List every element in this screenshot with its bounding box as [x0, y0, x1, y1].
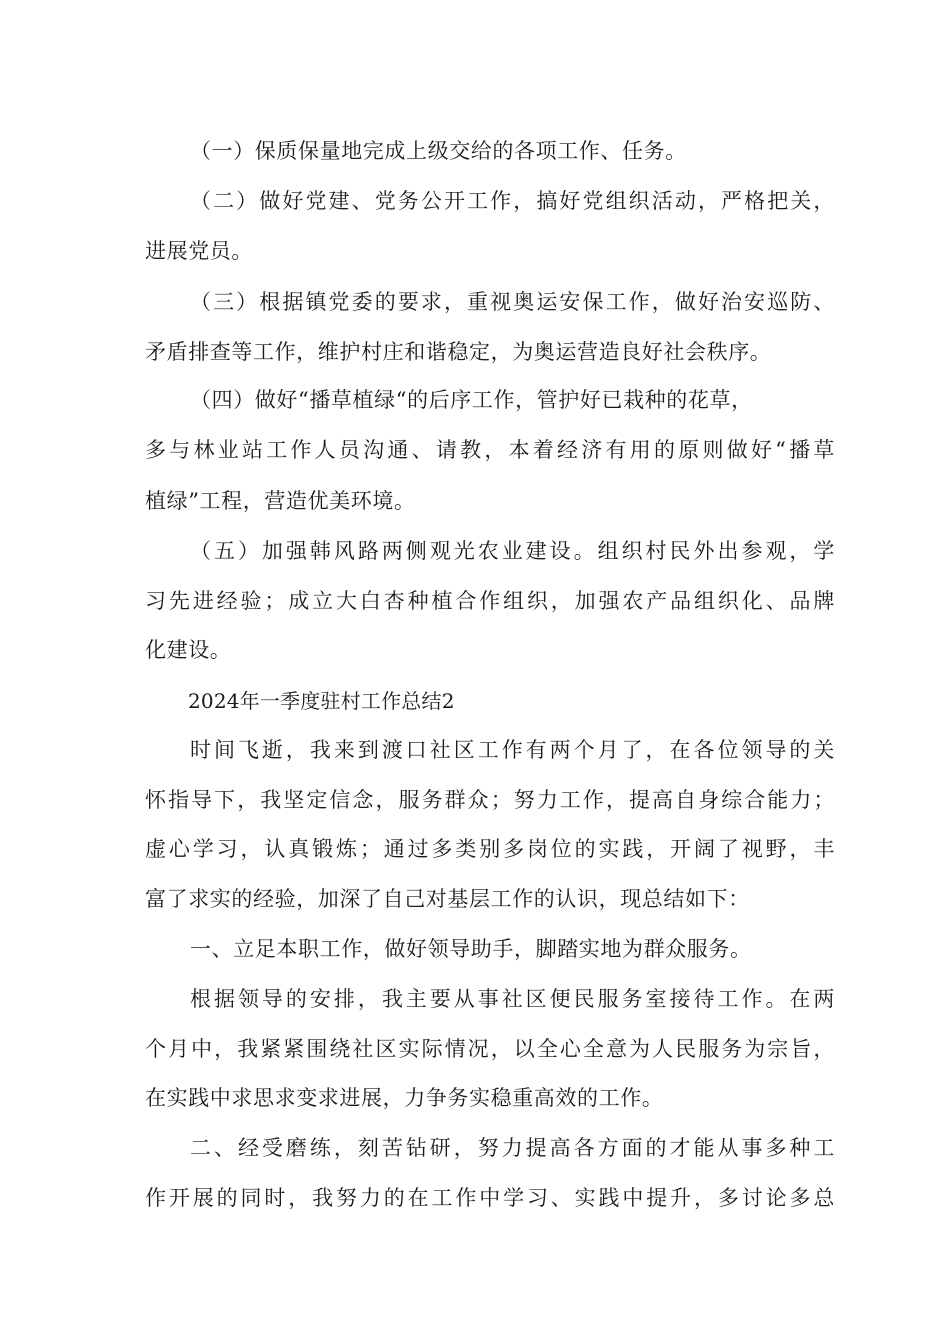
item3-line1: （三）根据镇党委的要求，重视奥运安保工作，做好治安巡防、 [190, 290, 835, 314]
item5-line2: 习先进经验；成立大白杏种植合作组织，加强农产品组织化、品牌 [145, 589, 835, 613]
item2-line1: （二）做好党建、党务公开工作，搞好党组织活动，严格把关， [190, 189, 835, 213]
para1-line3: 虚心学习，认真锻炼；通过多类别多岗位的实践，开阔了视野，丰 [145, 837, 835, 861]
para1-line2: 怀指导下，我坚定信念，服务群众；努力工作，提高自身综合能力； [145, 788, 835, 812]
para1-line1: 时间飞逝，我来到渡口社区工作有两个月了，在各位领导的关 [190, 738, 835, 762]
item4-line3: 植绿”工程，营造优美环境。 [145, 489, 416, 513]
item3-line2: 矛盾排查等工作，维护村庄和谐稳定，为奥运营造良好社会秩序。 [145, 340, 772, 364]
para1-line4: 富了求实的经验，加深了自己对基层工作的认识，现总结如下： [145, 887, 750, 911]
item4-line1: （四）做好“播草植绿“的后序工作，管护好已栽种的花草， [190, 388, 753, 412]
para4-line2: 作开展的同时，我努力的在工作中学习、实践中提升，多讨论多总 [145, 1186, 835, 1210]
item5-line3: 化建设。 [145, 638, 232, 662]
para2-line1: 一、立足本职工作，做好领导助手，脚踏实地为群众服务。 [190, 937, 752, 961]
para3-line2: 个月中，我紧紧围绕社区实际情况，以全心全意为人民服务为宗旨， [145, 1037, 835, 1061]
para3-line3: 在实践中求思求变求进展，力争务实稳重高效的工作。 [145, 1086, 664, 1110]
para3-line1: 根据领导的安排，我主要从事社区便民服务室接待工作。在两 [190, 987, 835, 1011]
section-title: 2024年一季度驻村工作总结2 [188, 689, 455, 713]
item4-line2: 多与林业站工作人员沟通、请教，本着经济有用的原则做好“播草 [145, 438, 835, 462]
item2-line2: 进展党员。 [145, 239, 253, 263]
para4-line1: 二、经受磨练，刻苦钻研，努力提高各方面的才能从事多种工 [190, 1136, 835, 1160]
item1-line1: （一）保质保量地完成上级交给的各项工作、任务。 [190, 139, 687, 163]
item5-line1: （五）加强韩风路两侧观光农业建设。组织村民外出参观，学 [190, 539, 835, 563]
